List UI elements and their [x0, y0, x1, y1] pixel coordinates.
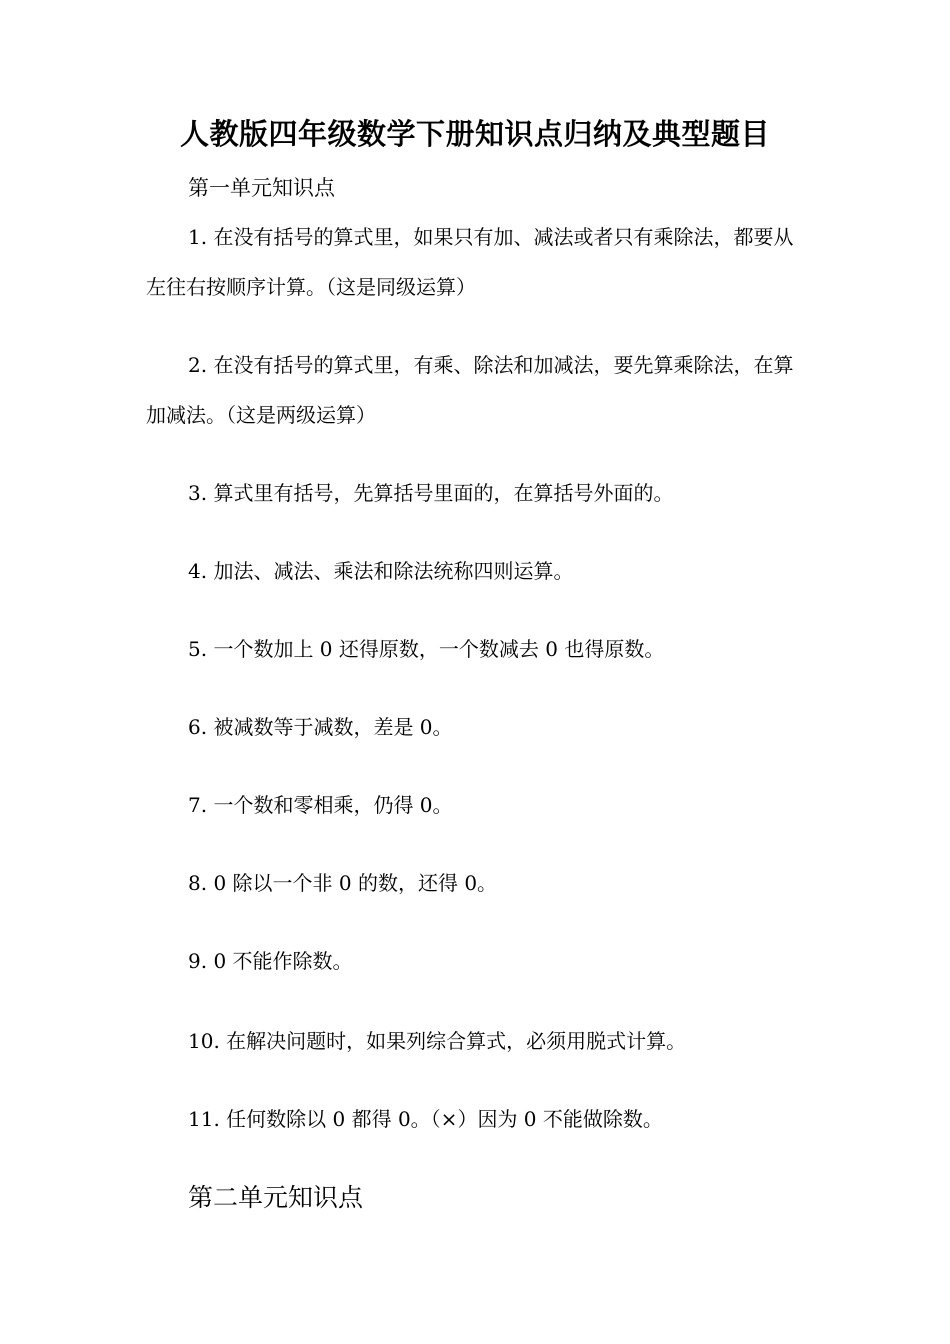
knowledge-point-3: 3. 算式里有括号，先算括号里面的，在算括号外面的。 [188, 481, 674, 505]
knowledge-point-10: 10. 在解决问题时，如果列综合算式，必须用脱式计算。 [188, 1029, 687, 1053]
unit1-heading: 第一单元知识点 [188, 176, 335, 200]
knowledge-point-4: 4. 加法、减法、乘法和除法统称四则运算。 [188, 559, 574, 583]
unit2-heading: 第二单元知识点 [188, 1183, 364, 1212]
document-title: 人教版四年级数学下册知识点归纳及典型题目 [179, 117, 770, 151]
knowledge-point-8: 8. 0 除以一个非 0 的数，还得 0。 [188, 871, 498, 895]
knowledge-point-1: 1. 在没有括号的算式里，如果只有加、减法或者只有乘除法，都要从左往右按顺序计算。（这是同级运算） [146, 225, 794, 299]
knowledge-point-5: 5. 一个数加上 0 还得原数，一个数减去 0 也得原数。 [188, 637, 665, 661]
knowledge-point-6: 6. 被减数等于减数，差是 0。 [188, 715, 453, 739]
knowledge-point-7: 7. 一个数和零相乘，仍得 0。 [188, 793, 453, 817]
knowledge-point-2: 2. 在没有括号的算式里，有乘、除法和加减法，要先算乘除法，在算加减法。（这是两级运算） [146, 353, 794, 427]
knowledge-point-9: 9. 0 不能作除数。 [188, 949, 353, 973]
knowledge-point-11: 11. 任何数除以 0 都得 0。（×）因为 0 不能做除数。 [188, 1107, 663, 1131]
